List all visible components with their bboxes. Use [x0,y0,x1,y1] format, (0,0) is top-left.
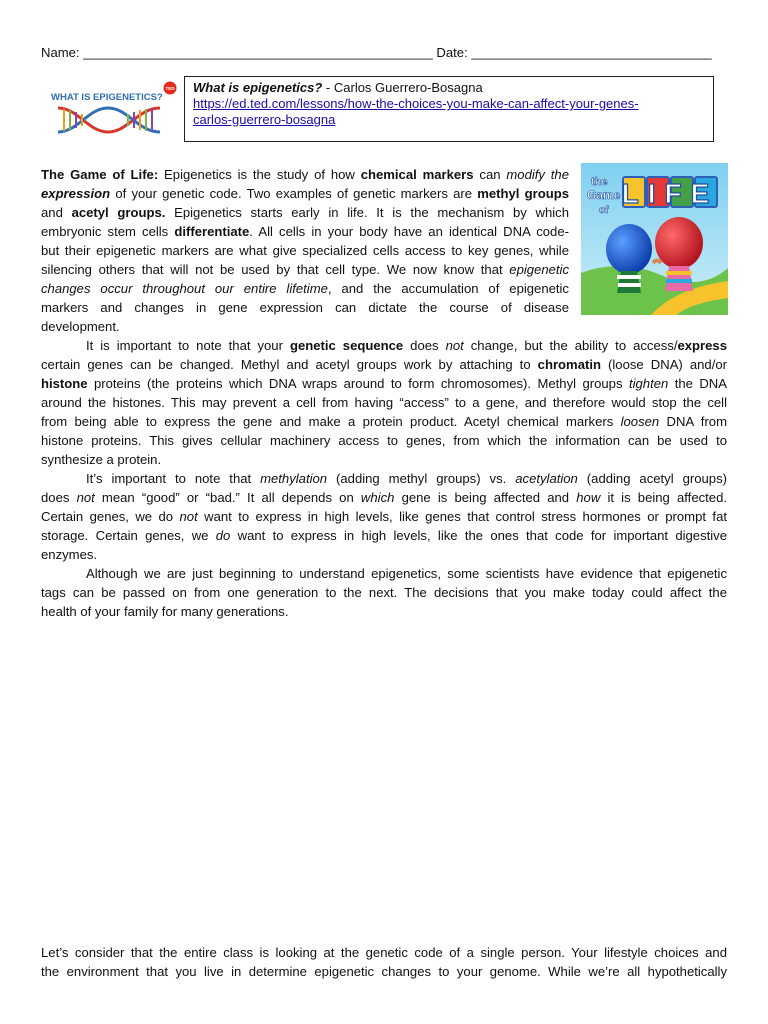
video-reference-box [184,76,714,142]
paragraph-class-genetic-code [41,943,727,981]
video-url-link[interactable]: https://ed.ted.com/lessons/how-the-choices-you-make-can-affect-your-genes- carlos-guerrero-bosagna [193,96,639,127]
p4-line-3: health of your family for many generations. [41,604,289,619]
paragraph-genetic-sequence [41,336,727,469]
name-date-line [41,43,721,62]
p4-line-1: Although we are just beginning to understand epigenetics, some scientists have evidence that epigenetic [86,566,727,581]
p1-line-8: markers and changes in gene expression can dictate the course of disease [41,300,569,315]
p3-line-1: It’s important to note that methylation (adding methyl groups) vs. acetylation (adding acetyl groups) [86,471,727,486]
p2-line-2: certain genes can be changed. Methyl and acetyl groups work by attaching to chromatin (loose DNA) and/or [41,357,727,372]
p1-line-5: but their epigenetic markers are what give specialized cells access to key genes, while [41,243,569,258]
p1-line-4: embryonic stem cells differentiate. All cells in your body have an identical DNA code- [41,224,569,239]
p3-line-3: Certain genes, we do not want to express in high levels, like genes that control stress hormones or prompt fat [41,509,727,524]
game-brand-text: LIFE [621,178,719,209]
name-blank[interactable]: ________________________________________________ [83,45,433,60]
p1-heading: The Game of Life: [41,167,159,182]
p2-line-7: synthesize a protein. [41,452,162,467]
p4-line-2: tags can be passed on from one generation to the next. The decisions that you make today could affect the [41,585,727,600]
p1-line-6: silencing others that will not be used by that cell type. We now know that epigenetic [41,262,569,277]
p1-line-2: expression of your genetic code. Two examples of genetic markers are methyl groups [41,186,569,201]
paragraph-methylation [41,469,727,564]
game-top-text: the [591,176,608,188]
p1-line-7: changes occur throughout our entire lifetime, and the accumulation of epigenetic [41,281,569,296]
game-of-text: of [599,205,609,216]
p1-line-1: The Game of Life: Epigenetics is the study of how chemical markers can modify the [41,167,569,182]
p2-line-6: histone proteins. This gives cellular machinery access to genes, from which the information can be used to [41,433,727,448]
p5-line-1: Let’s consider that the entire class is looking at the genetic code of a single person. Your lifestyle choices and [41,945,727,960]
name-label: Name: [41,45,84,60]
paragraph-game-of-life [41,165,727,336]
epigenetics-logo [48,80,180,138]
date-label: Date: [432,45,472,60]
game-mid-text: Game [587,188,621,202]
ted-badge-text: TED [165,86,175,91]
p1-line-9: development. [41,319,120,334]
p2-line-4: around the histones. This may prevent a cell from having “access” to a gene, and therefore would stop the cell [41,395,727,410]
paragraph-generations [41,564,727,621]
video-author: - Carlos Guerrero-Bosagna [322,80,483,95]
date-blank[interactable]: _________________________________ [471,45,712,60]
p1-line-3: and acetyl groups. Epigenetics starts early in life. It is the mechanism by which [41,205,569,220]
logo-text: WHAT IS EPIGENETICS? [51,92,163,103]
p2-line-5: from being able to express the gene and make a protein product. Acetyl chemical markers loosen DNA from [41,414,727,429]
p3-line-5: enzymes. [41,547,98,562]
video-title-line [193,80,705,96]
video-title: What is epigenetics? [193,80,323,95]
p2-line-3: histone proteins (the proteins which DNA wraps around to form chromosomes). Methyl groups tighten the DNA [41,376,727,391]
p3-line-4: storage. Certain genes, we do want to express in high levels, like the ones that code for important digestive [41,528,727,543]
p5-line-2: the environment that you live in determine epigenetic changes to your genome. While we’re all hypothetically [41,964,727,979]
p3-line-2: does not mean “good” or “bad.” It all depends on which gene is being affected and how it is being affected. [41,490,727,505]
p2-line-1: It is important to note that your genetic sequence does not change, but the ability to access/express [86,338,727,353]
